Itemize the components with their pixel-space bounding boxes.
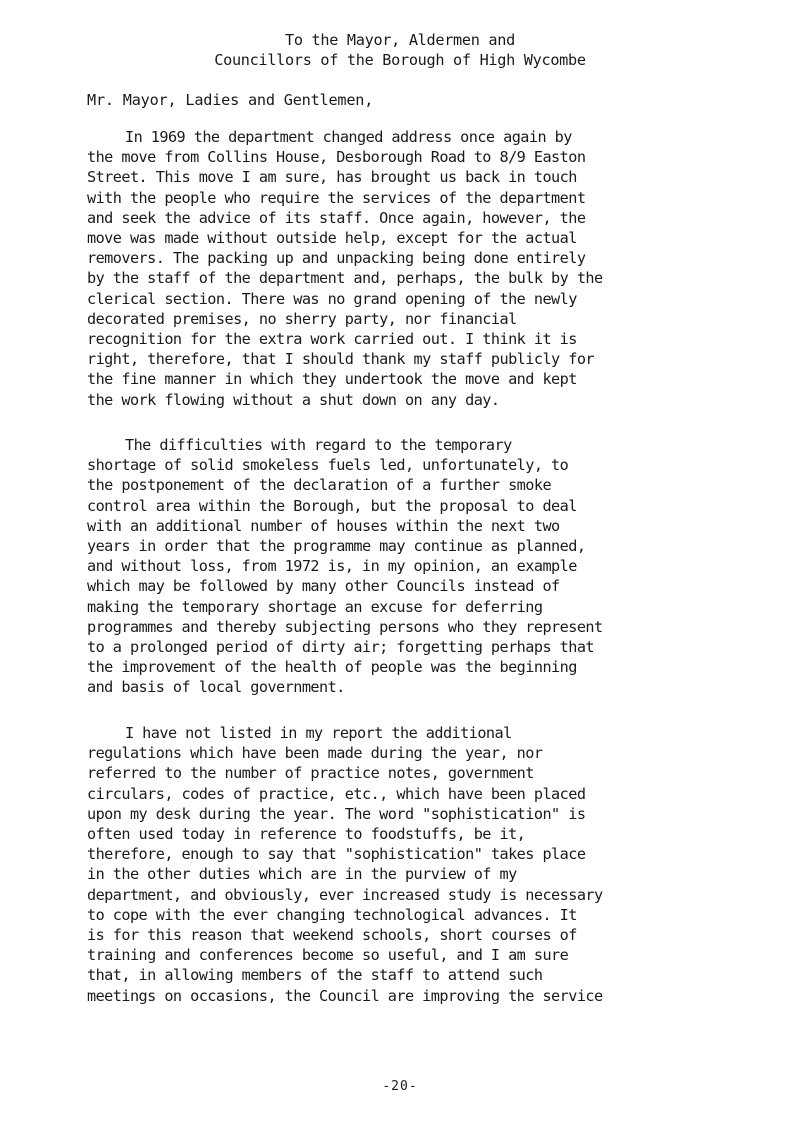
page-number: -20-: [382, 1079, 418, 1094]
text-line: training and conferences become so useful, and I am sure: [87, 946, 569, 965]
text-line: with the people who require the services of the department: [87, 188, 586, 207]
text-line: the move from Collins House, Desborough Road to 8/9 Easton: [87, 148, 586, 167]
text-line: to cope with the ever changing technological advances. It: [87, 905, 577, 924]
addressee-line-1: To the Mayor, Aldermen and: [285, 31, 515, 49]
text-line: programmes and thereby subjecting persons who they represent: [87, 617, 603, 636]
text-line: is for this reason that weekend schools, short courses of: [87, 926, 577, 945]
text-line: often used today in reference to foodstuffs, be it,: [87, 825, 526, 844]
text-line: department, and obviously, ever increased study is necessary: [87, 885, 603, 904]
text-line: which may be followed by many other Councils instead of: [87, 577, 560, 596]
text-line: upon my desk during the year. The word "sophistication" is: [87, 804, 586, 823]
text-line: in the other duties which are in the purview of my: [87, 865, 517, 884]
text-line: years in order that the programme may continue as planned,: [87, 537, 586, 556]
text-line: the work flowing without a shut down on any day.: [87, 390, 500, 409]
text-line: recognition for the extra work carried out. I think it is: [87, 330, 577, 349]
text-line: In 1969 the department changed address once again by: [125, 128, 572, 146]
text-line: that, in allowing members of the staff to attend such: [87, 966, 543, 985]
text-line: by the staff of the department and, perhaps, the bulk by the: [87, 269, 603, 288]
text-line: the postponement of the declaration of a further smoke: [87, 476, 552, 495]
paragraph-department-move: [87, 127, 727, 410]
text-line: to a prolonged period of dirty air; forgetting perhaps that: [87, 638, 595, 657]
text-line: therefore, enough to say that "sophistication" takes place: [87, 845, 586, 864]
paragraph-regulations: [87, 723, 727, 1006]
text-line: control area within the Borough, but the proposal to deal: [87, 496, 577, 515]
paragraph-smokeless-fuel: [87, 435, 727, 698]
text-line: the improvement of the health of people was the beginning: [87, 658, 577, 677]
text-line: and basis of local government.: [87, 678, 345, 697]
text-line: meetings on occasions, the Council are improving the service: [87, 986, 603, 1005]
text-line: with an additional number of houses within the next two: [87, 516, 560, 535]
text-line: circulars, codes of practice, etc., which have been placed: [87, 784, 586, 803]
text-line: Street. This move I am sure, has brought us back in touch: [87, 168, 577, 187]
salutation: Mr. Mayor, Ladies and Gentlemen,: [87, 91, 374, 109]
text-line: the fine manner in which they undertook the move and kept: [87, 370, 577, 389]
text-line: regulations which have been made during the year, nor: [87, 744, 543, 763]
addressee-block: [0, 30, 800, 70]
addressee-line-2: Councillors of the Borough of High Wycombe: [214, 51, 586, 69]
text-line: The difficulties with regard to the temporary: [125, 436, 512, 454]
text-line: clerical section. There was no grand opening of the newly: [87, 289, 577, 308]
text-line: removers. The packing up and unpacking being done entirely: [87, 249, 586, 268]
text-line: shortage of solid smokeless fuels led, unfortunately, to: [87, 456, 569, 475]
text-line: decorated premises, no sherry party, nor financial: [87, 309, 517, 328]
text-line: move was made without outside help, except for the actual: [87, 229, 577, 248]
text-line: and seek the advice of its staff. Once again, however, the: [87, 208, 586, 227]
text-line: I have not listed in my report the additional: [125, 724, 512, 742]
text-line: making the temporary shortage an excuse for deferring: [87, 597, 543, 616]
text-line: referred to the number of practice notes, government: [87, 764, 534, 783]
text-line: and without loss, from 1972 is, in my opinion, an example: [87, 557, 577, 576]
text-line: right, therefore, that I should thank my staff publicly for: [87, 350, 595, 369]
